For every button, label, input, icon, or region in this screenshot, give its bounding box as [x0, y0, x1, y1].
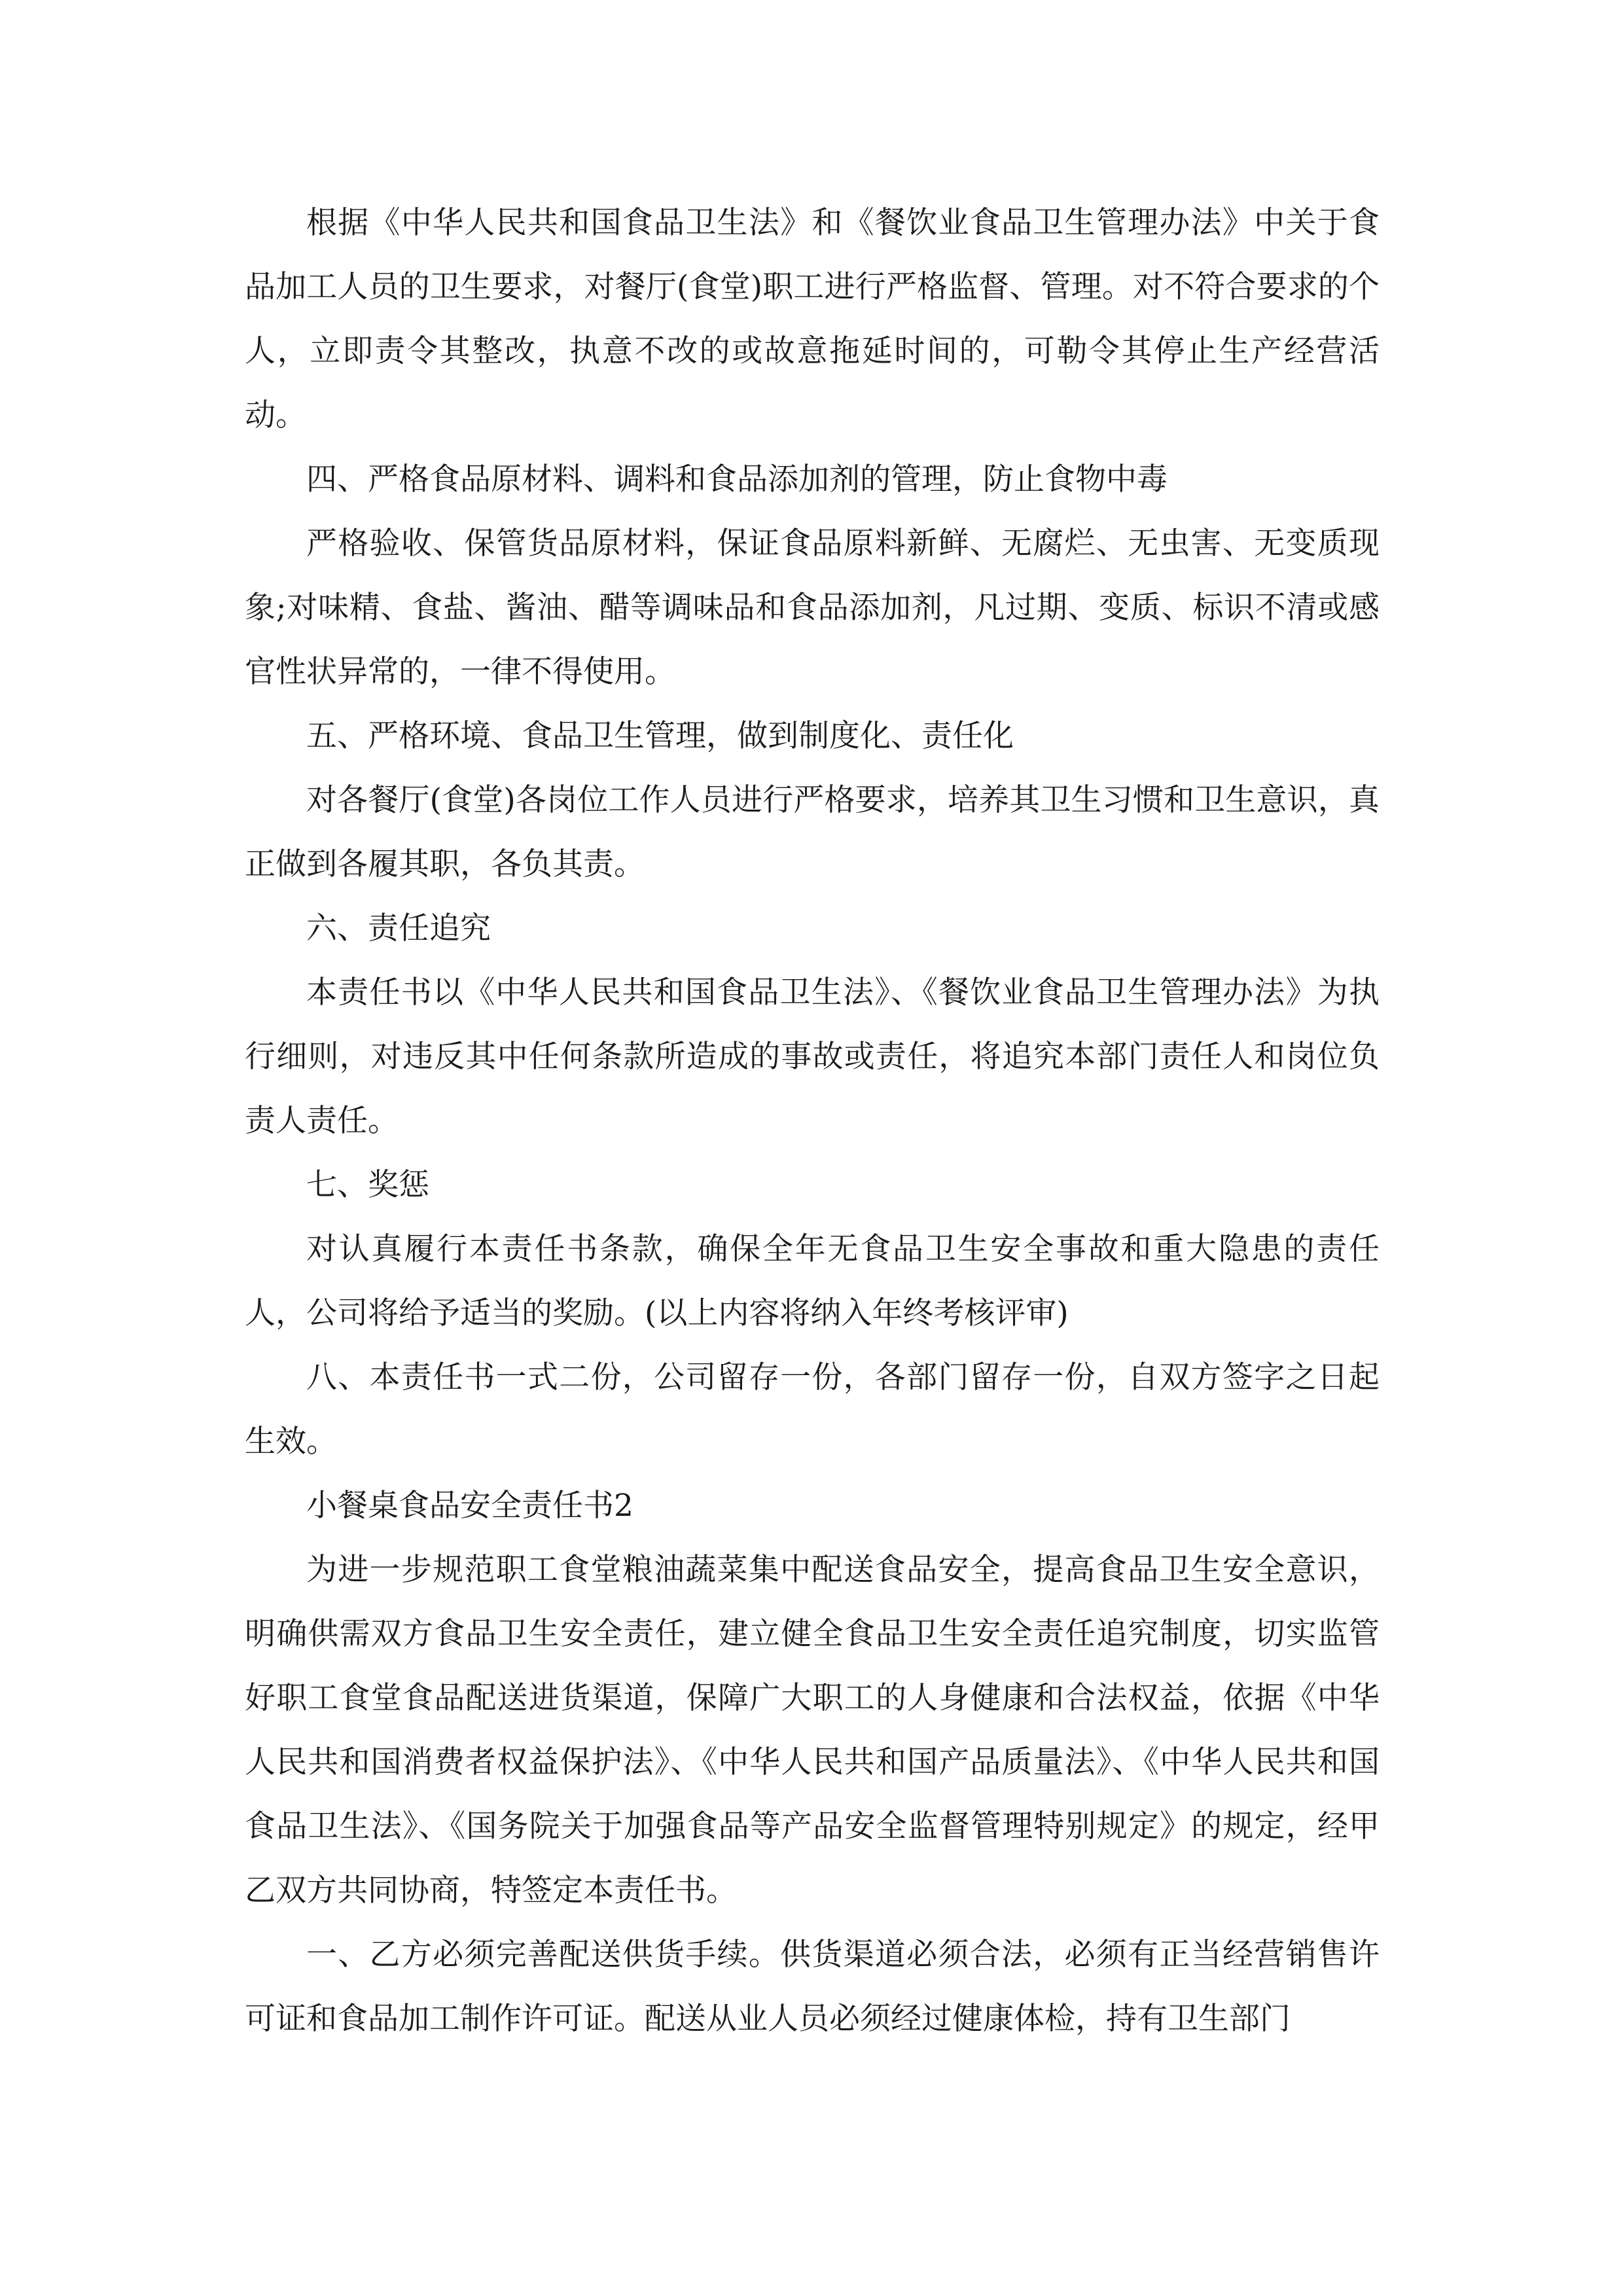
paragraph-staff-requirements: 对各餐厅(食堂)各岗位工作人员进行严格要求，培养其卫生习惯和卫生意识，真正做到各履其职，各负其责。 [245, 782, 1380, 882]
paragraph-raw-materials: 严格验收、保管货品原材料，保证食品原料新鲜、无腐烂、无虫害、无变质现象;对味精、食盐、酱油、醋等调味品和食品添加剂，凡过期、变质、标识不清或感官性状异常的，一律不得使用。 [245, 526, 1380, 690]
paragraph-accountability: 本责任书以《中华人民共和国食品卫生法》、《餐饮业食品卫生管理办法》为执行细则，对违反其中任何条款所造成的事故或责任，将追究本部门责任人和岗位负责人责任。 [245, 975, 1380, 1139]
section-heading-5: 五、严格环境、食品卫生管理，做到制度化、责任化 [306, 718, 1014, 754]
paragraph-supply-procedures: 一、乙方必须完善配送供货手续。供货渠道必须合法，必须有正当经营销售许可证和食品加工制作许可证。配送从业人员必须经过健康体检，持有卫生部门 [245, 1937, 1380, 2037]
paragraph-hygiene-requirements: 根据《中华人民共和国食品卫生法》和《餐饮业食品卫生管理办法》中关于食品加工人员的卫生要求，对餐厅(食堂)职工进行严格监督、管理。对不符合要求的个人，立即责令其整改，执意不改的或故意拖延时间的，可勒令其停止生产经营活动。 [245, 205, 1380, 433]
paragraph-intro-2: 为进一步规范职工食堂粮油蔬菜集中配送食品安全，提高食品卫生安全意识，明确供需双方食品卫生安全责任，建立健全食品卫生安全责任追究制度，切实监管好职工食堂食品配送进货渠道，保障广大职工的人身健康和合法权益，依据《中华人民共和国消费者权益保护法》、《中华人民共和国产品质量法》、《中华人民共和国食品卫生法》、《国务院关于加强食品等产品安全监督管理特别规定》的规定，经甲乙双方共同协商，特签定本责任书。 [245, 1552, 1380, 1909]
document-page [245, 191, 1380, 2051]
section-heading-7: 七、奖惩 [306, 1167, 429, 1203]
paragraph-rewards: 对认真履行本责任书条款，确保全年无食品卫生安全事故和重大隐患的责任人，公司将给予适当的奖励。(以上内容将纳入年终考核评审) [245, 1231, 1380, 1331]
section-heading-4: 四、严格食品原材料、调料和食品添加剂的管理，防止食物中毒 [306, 461, 1168, 497]
paragraph-copies-validity: 八、本责任书一式二份，公司留存一份，各部门留存一份，自双方签字之日起生效。 [245, 1359, 1380, 1460]
section-heading-6: 六、责任追究 [306, 910, 491, 946]
document-title-2: 小餐桌食品安全责任书2 [306, 1488, 633, 1524]
